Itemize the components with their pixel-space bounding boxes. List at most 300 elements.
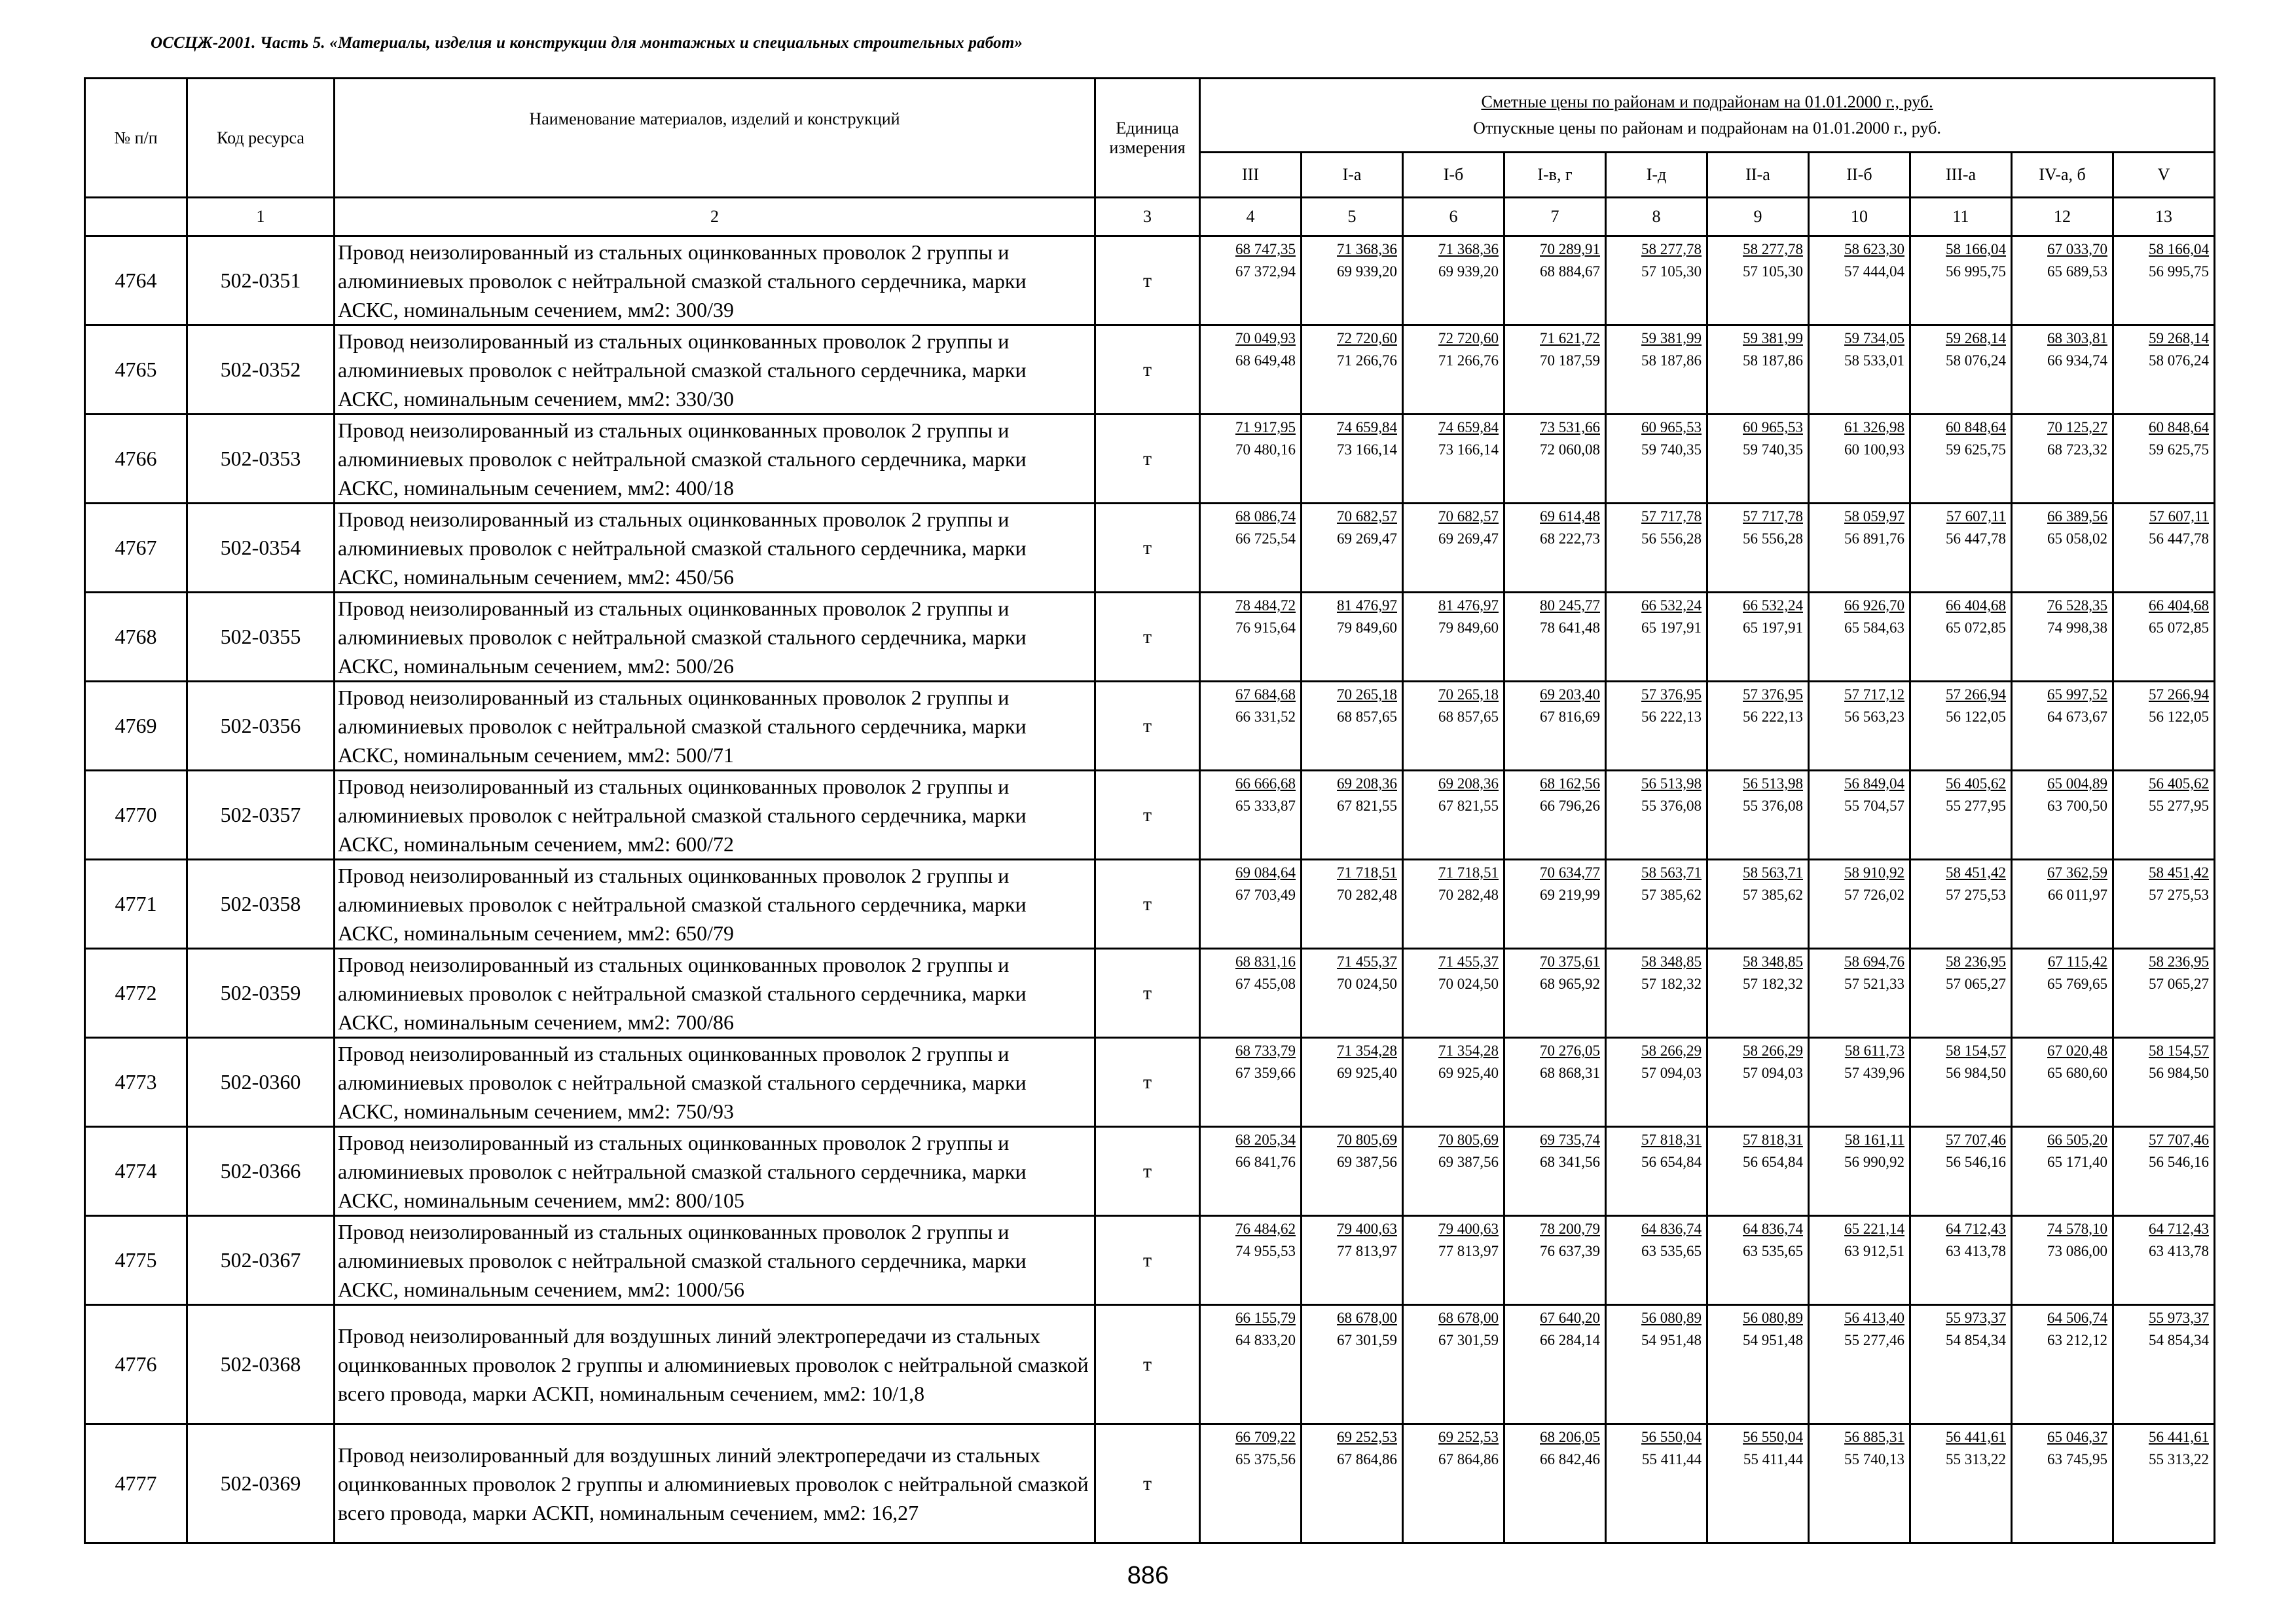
price-cell	[1200, 1038, 1302, 1127]
row-number: 4777	[85, 1424, 187, 1543]
price-cell	[1504, 415, 1606, 504]
price-cell	[1302, 236, 1403, 325]
release-price: 57 385,62	[1641, 887, 1702, 903]
release-price: 54 854,34	[2149, 1332, 2210, 1348]
release-price: 67 359,66	[1235, 1065, 1296, 1081]
release-price: 56 891,76	[1844, 530, 1904, 547]
column-number: 6	[1403, 198, 1504, 236]
estimated-price: 59 268,14	[1946, 330, 2006, 346]
resource-code: 502-0367	[187, 1216, 335, 1305]
table-row	[85, 325, 2215, 415]
release-price: 66 725,54	[1235, 530, 1296, 547]
release-price: 56 556,28	[1641, 530, 1702, 547]
release-price: 63 700,50	[2047, 798, 2107, 814]
price-cell	[1910, 1127, 2012, 1216]
table-row	[85, 1038, 2215, 1127]
estimated-price: 64 506,74	[2047, 1310, 2107, 1326]
estimated-price: 57 266,94	[2149, 686, 2210, 703]
unit: т	[1095, 236, 1200, 325]
price-cell	[1606, 949, 1707, 1038]
estimated-price: 71 917,95	[1235, 419, 1296, 435]
page-number: 886	[1127, 1562, 1169, 1589]
release-price: 66 796,26	[1540, 798, 1600, 814]
estimated-price: 67 033,70	[2047, 241, 2107, 257]
release-price: 70 024,50	[1438, 976, 1499, 992]
price-cell	[1504, 236, 1606, 325]
estimated-price: 81 476,97	[1337, 597, 1397, 614]
price-cell	[1606, 771, 1707, 860]
price-cell	[2012, 415, 2113, 504]
estimated-price: 79 400,63	[1337, 1221, 1397, 1237]
estimated-price: 57 607,11	[2149, 508, 2210, 525]
estimated-price: 58 563,71	[1641, 864, 1702, 881]
estimated-price: 65 004,89	[2047, 775, 2107, 792]
release-price: 72 060,08	[1540, 441, 1600, 458]
price-cell	[1707, 1216, 1809, 1305]
price-cell	[2012, 236, 2113, 325]
row-number: 4775	[85, 1216, 187, 1305]
price-cell	[1200, 236, 1302, 325]
column-number-empty	[85, 198, 187, 236]
price-cell	[1504, 1216, 1606, 1305]
estimated-price: 69 614,48	[1540, 508, 1600, 525]
release-price: 54 854,34	[1946, 1332, 2006, 1348]
release-price: 54 951,48	[1743, 1332, 1803, 1348]
estimated-price: 78 484,72	[1235, 597, 1296, 614]
material-name: Провод неизолированный из стальных оцинкованных проволок 2 группы и алюминиевых проволок с нейтральной смазкой стального сердечника, марки АСКС, номинальным сечением, мм2: 450/56	[335, 504, 1095, 593]
price-cell	[2012, 325, 2113, 415]
estimated-price: 68 678,00	[1438, 1310, 1499, 1326]
table-row	[85, 593, 2215, 682]
column-number: 7	[1504, 198, 1606, 236]
release-price: 65 689,53	[2047, 263, 2107, 280]
price-cell	[1809, 682, 1910, 771]
release-price: 57 275,53	[2149, 887, 2210, 903]
release-price: 67 864,86	[1438, 1451, 1499, 1467]
release-price: 65 680,60	[2047, 1065, 2107, 1081]
row-number: 4776	[85, 1305, 187, 1424]
release-price: 63 912,51	[1844, 1243, 1904, 1259]
estimated-price: 68 086,74	[1235, 508, 1296, 525]
price-cell	[1809, 325, 1910, 415]
price-cell	[1200, 1216, 1302, 1305]
release-price: 56 654,84	[1641, 1154, 1702, 1170]
price-cell	[2012, 1127, 2113, 1216]
header-region: III-а	[1910, 153, 2012, 198]
release-price: 74 955,53	[1235, 1243, 1296, 1259]
price-cell	[1200, 1305, 1302, 1424]
price-cell	[1910, 236, 2012, 325]
material-name: Провод неизолированный из стальных оцинкованных проволок 2 группы и алюминиевых проволок с нейтральной смазкой стального сердечника, марки АСКС, номинальным сечением, мм2: 400/18	[335, 415, 1095, 504]
price-cell	[1910, 1424, 2012, 1543]
estimated-price: 70 805,69	[1337, 1132, 1397, 1148]
release-price: 68 868,31	[1540, 1065, 1600, 1081]
release-price: 55 277,46	[1844, 1332, 1904, 1348]
release-price: 71 266,76	[1438, 352, 1499, 369]
release-price: 73 166,14	[1337, 441, 1397, 458]
release-price: 56 990,92	[1844, 1154, 1904, 1170]
estimated-price: 64 712,43	[1946, 1221, 2006, 1237]
price-cell	[1910, 1038, 2012, 1127]
price-cell	[2113, 504, 2215, 593]
estimated-price: 58 348,85	[1743, 953, 1803, 970]
material-name: Провод неизолированный для воздушных линий электропередачи из стальных оцинкованных проволок 2 группы и алюминиевых проволок с нейтральной смазкой всего провода, марки АСКП, номинальным сечением, мм2: 10/1,8	[335, 1305, 1095, 1424]
release-price: 56 984,50	[2149, 1065, 2210, 1081]
estimated-price: 56 080,89	[1743, 1310, 1803, 1326]
price-cell	[1707, 236, 1809, 325]
price-cell	[1707, 949, 1809, 1038]
row-number: 4767	[85, 504, 187, 593]
estimated-price: 68 162,56	[1540, 775, 1600, 792]
estimated-price: 80 245,77	[1540, 597, 1600, 614]
unit: т	[1095, 325, 1200, 415]
estimated-price: 68 206,05	[1540, 1429, 1600, 1445]
unit: т	[1095, 1038, 1200, 1127]
price-cell	[1910, 771, 2012, 860]
release-price: 67 816,69	[1540, 709, 1600, 725]
release-price: 76 915,64	[1235, 619, 1296, 636]
release-price: 57 094,03	[1743, 1065, 1803, 1081]
price-cell	[1606, 325, 1707, 415]
price-cell	[1302, 1038, 1403, 1127]
price-cell	[2012, 1038, 2113, 1127]
estimated-price: 64 836,74	[1743, 1221, 1803, 1237]
header-region: II-а	[1707, 153, 1809, 198]
release-price: 58 076,24	[1946, 352, 2006, 369]
price-cell	[1200, 860, 1302, 949]
price-cell	[2113, 1216, 2215, 1305]
release-price: 57 275,53	[1946, 887, 2006, 903]
table-row	[85, 1305, 2215, 1424]
release-price: 69 939,20	[1337, 263, 1397, 280]
price-cell	[1606, 1216, 1707, 1305]
price-cell	[1809, 236, 1910, 325]
price-cell	[1302, 771, 1403, 860]
estimated-price: 65 221,14	[1844, 1221, 1904, 1237]
release-price: 56 546,16	[2149, 1154, 2210, 1170]
estimated-price: 59 268,14	[2149, 330, 2210, 346]
estimated-price: 69 203,40	[1540, 686, 1600, 703]
estimated-price: 79 400,63	[1438, 1221, 1499, 1237]
price-cell	[1403, 1127, 1504, 1216]
price-cell	[1707, 682, 1809, 771]
resource-code: 502-0353	[187, 415, 335, 504]
release-price: 57 105,30	[1743, 263, 1803, 280]
header-code: Код ресурса	[187, 79, 335, 198]
estimated-price: 66 389,56	[2047, 508, 2107, 525]
unit: т	[1095, 860, 1200, 949]
estimated-price: 58 166,04	[1946, 241, 2006, 257]
resource-code: 502-0355	[187, 593, 335, 682]
estimated-price: 55 973,37	[2149, 1310, 2210, 1326]
estimated-price: 58 277,78	[1641, 241, 1702, 257]
row-number: 4766	[85, 415, 187, 504]
estimated-price: 66 155,79	[1235, 1310, 1296, 1326]
estimated-price: 66 532,24	[1743, 597, 1803, 614]
price-cell	[1302, 1424, 1403, 1543]
estimated-price: 70 682,57	[1337, 508, 1397, 525]
table-row	[85, 1216, 2215, 1305]
release-price: 65 769,65	[2047, 976, 2107, 992]
column-number: 1	[187, 198, 335, 236]
row-number: 4770	[85, 771, 187, 860]
column-number: 9	[1707, 198, 1809, 236]
material-name: Провод неизолированный из стальных оцинкованных проволок 2 группы и алюминиевых проволок с нейтральной смазкой стального сердечника, марки АСКС, номинальным сечением, мм2: 500/71	[335, 682, 1095, 771]
price-cell	[1809, 504, 1910, 593]
header-region: IV-а, б	[2012, 153, 2113, 198]
price-cell	[1302, 1127, 1403, 1216]
estimated-price: 69 735,74	[1540, 1132, 1600, 1148]
release-price: 56 984,50	[1946, 1065, 2006, 1081]
price-cell	[1302, 682, 1403, 771]
estimated-price: 66 926,70	[1844, 597, 1904, 614]
price-cell	[1606, 593, 1707, 682]
price-cell	[1707, 415, 1809, 504]
estimated-price: 71 368,36	[1337, 241, 1397, 257]
estimated-price: 57 818,31	[1743, 1132, 1803, 1148]
header-region: I-а	[1302, 153, 1403, 198]
price-cell	[1504, 1305, 1606, 1424]
material-name: Провод неизолированный из стальных оцинкованных проволок 2 группы и алюминиевых проволок с нейтральной смазкой стального сердечника, марки АСКС, номинальным сечением, мм2: 750/93	[335, 1038, 1095, 1127]
price-cell	[1910, 415, 2012, 504]
estimated-price: 56 405,62	[1946, 775, 2006, 792]
release-price: 69 269,47	[1438, 530, 1499, 547]
price-cell	[2012, 860, 2113, 949]
release-price: 58 187,86	[1641, 352, 1702, 369]
release-price: 70 024,50	[1337, 976, 1397, 992]
release-price: 67 703,49	[1235, 887, 1296, 903]
price-cell	[2113, 325, 2215, 415]
header-region: V	[2113, 153, 2215, 198]
price-cell	[1606, 1424, 1707, 1543]
release-price: 69 219,99	[1540, 887, 1600, 903]
release-price: 69 925,40	[1438, 1065, 1499, 1081]
price-cell	[1200, 415, 1302, 504]
release-price: 57 444,04	[1844, 263, 1904, 280]
release-price: 66 842,46	[1540, 1451, 1600, 1467]
column-number: 3	[1095, 198, 1200, 236]
release-price: 69 387,56	[1337, 1154, 1397, 1170]
price-cell	[1910, 860, 2012, 949]
header-region: II-б	[1809, 153, 1910, 198]
resource-code: 502-0360	[187, 1038, 335, 1127]
release-price: 55 740,13	[1844, 1451, 1904, 1467]
estimated-price: 73 531,66	[1540, 419, 1600, 435]
release-price: 66 934,74	[2047, 352, 2107, 369]
price-cell	[2113, 415, 2215, 504]
estimated-price: 58 161,11	[1844, 1132, 1904, 1148]
release-price: 79 849,60	[1337, 619, 1397, 636]
estimated-price: 60 965,53	[1641, 419, 1702, 435]
release-price: 55 313,22	[1946, 1451, 2006, 1467]
table-row	[85, 771, 2215, 860]
release-price: 55 411,44	[1641, 1451, 1702, 1467]
estimated-price: 57 707,46	[1946, 1132, 2006, 1148]
price-cell	[1403, 415, 1504, 504]
estimated-price: 68 205,34	[1235, 1132, 1296, 1148]
estimated-price: 69 252,53	[1438, 1429, 1499, 1445]
estimated-price: 57 376,95	[1743, 686, 1803, 703]
unit: т	[1095, 949, 1200, 1038]
release-price: 63 745,95	[2047, 1451, 2107, 1467]
price-cell	[1606, 1127, 1707, 1216]
estimated-price: 64 836,74	[1641, 1221, 1702, 1237]
release-price: 70 282,48	[1337, 887, 1397, 903]
estimated-price: 56 513,98	[1641, 775, 1702, 792]
estimated-price: 65 997,52	[2047, 686, 2107, 703]
estimated-price: 71 718,51	[1438, 864, 1499, 881]
price-cell	[2113, 1305, 2215, 1424]
estimated-price: 70 289,91	[1540, 241, 1600, 257]
estimated-price: 70 049,93	[1235, 330, 1296, 346]
release-price: 65 072,85	[1946, 619, 2006, 636]
estimated-price: 71 455,37	[1337, 953, 1397, 970]
resource-code: 502-0351	[187, 236, 335, 325]
release-price: 77 813,97	[1337, 1243, 1397, 1259]
estimated-price: 56 550,04	[1743, 1429, 1803, 1445]
estimated-price: 55 973,37	[1946, 1310, 2006, 1326]
price-cell	[1707, 1127, 1809, 1216]
price-cell	[1302, 593, 1403, 682]
estimated-price: 56 441,61	[2149, 1429, 2210, 1445]
price-cell	[2113, 593, 2215, 682]
estimated-price: 58 694,76	[1844, 953, 1904, 970]
release-price: 66 011,97	[2047, 887, 2107, 903]
release-price: 69 387,56	[1438, 1154, 1499, 1170]
material-name: Провод неизолированный из стальных оцинкованных проволок 2 группы и алюминиевых проволок с нейтральной смазкой стального сердечника, марки АСКС, номинальным сечением, мм2: 330/30	[335, 325, 1095, 415]
price-cell	[1707, 771, 1809, 860]
price-cell	[1302, 325, 1403, 415]
estimated-price: 67 020,48	[2047, 1043, 2107, 1059]
release-price: 63 535,65	[1743, 1243, 1803, 1259]
release-price: 56 122,05	[2149, 709, 2210, 725]
column-number: 11	[1910, 198, 2012, 236]
estimated-price: 71 354,28	[1337, 1043, 1397, 1059]
release-price: 58 076,24	[2149, 352, 2210, 369]
column-number-row	[85, 198, 2215, 236]
price-cell	[1403, 1038, 1504, 1127]
header-prices-release: Отпускные цены по районам и подрайонам на 01.01.2000 г., руб.	[1473, 119, 1941, 138]
unit: т	[1095, 1305, 1200, 1424]
column-number: 8	[1606, 198, 1707, 236]
release-price: 73 166,14	[1438, 441, 1499, 458]
price-cell	[1504, 504, 1606, 593]
release-price: 55 376,08	[1641, 798, 1702, 814]
price-cell	[1504, 325, 1606, 415]
estimated-price: 68 303,81	[2047, 330, 2107, 346]
release-price: 70 282,48	[1438, 887, 1499, 903]
material-name: Провод неизолированный из стальных оцинкованных проволок 2 группы и алюминиевых проволок с нейтральной смазкой стального сердечника, марки АСКС, номинальным сечением, мм2: 800/105	[335, 1127, 1095, 1216]
estimated-price: 70 125,27	[2047, 419, 2107, 435]
price-cell	[1403, 325, 1504, 415]
price-cell	[1403, 771, 1504, 860]
estimated-price: 67 362,59	[2047, 864, 2107, 881]
table-row	[85, 949, 2215, 1038]
price-cell	[1910, 682, 2012, 771]
release-price: 79 849,60	[1438, 619, 1499, 636]
price-cell	[1403, 593, 1504, 682]
price-cell	[1403, 949, 1504, 1038]
release-price: 77 813,97	[1438, 1243, 1499, 1259]
resource-code: 502-0357	[187, 771, 335, 860]
row-number: 4771	[85, 860, 187, 949]
release-price: 54 951,48	[1641, 1332, 1702, 1348]
price-cell	[1606, 682, 1707, 771]
release-price: 65 072,85	[2149, 619, 2210, 636]
header-prices-estimated: Сметные цены по районам и подрайонам на 01.01.2000 г., руб.	[1481, 92, 1933, 111]
table-row	[85, 1424, 2215, 1543]
release-price: 67 821,55	[1337, 798, 1397, 814]
column-number: 2	[335, 198, 1095, 236]
price-cell	[2012, 1216, 2113, 1305]
release-price: 67 455,08	[1235, 976, 1296, 992]
estimated-price: 58 277,78	[1743, 241, 1803, 257]
price-cell	[1910, 1305, 2012, 1424]
estimated-price: 70 276,05	[1540, 1043, 1600, 1059]
estimated-price: 56 885,31	[1844, 1429, 1904, 1445]
price-cell	[1809, 1038, 1910, 1127]
price-cell	[1403, 1424, 1504, 1543]
estimated-price: 68 678,00	[1337, 1310, 1397, 1326]
resource-code: 502-0352	[187, 325, 335, 415]
release-price: 65 333,87	[1235, 798, 1296, 814]
price-table	[84, 77, 2215, 1544]
estimated-price: 69 084,64	[1235, 864, 1296, 881]
resource-code: 502-0369	[187, 1424, 335, 1543]
release-price: 68 723,32	[2047, 441, 2107, 458]
price-cell	[1809, 949, 1910, 1038]
resource-code: 502-0359	[187, 949, 335, 1038]
price-cell	[1606, 1305, 1707, 1424]
unit: т	[1095, 1424, 1200, 1543]
price-cell	[1707, 325, 1809, 415]
price-cell	[1606, 504, 1707, 593]
estimated-price: 71 718,51	[1337, 864, 1397, 881]
release-price: 63 413,78	[1946, 1243, 2006, 1259]
estimated-price: 71 368,36	[1438, 241, 1499, 257]
resource-code: 502-0358	[187, 860, 335, 949]
release-price: 70 480,16	[1235, 441, 1296, 458]
price-cell	[1809, 1216, 1910, 1305]
row-number: 4772	[85, 949, 187, 1038]
release-price: 57 182,32	[1641, 976, 1702, 992]
price-cell	[1606, 1038, 1707, 1127]
unit: т	[1095, 682, 1200, 771]
release-price: 55 411,44	[1743, 1451, 1803, 1467]
estimated-price: 69 208,36	[1337, 775, 1397, 792]
release-price: 59 625,75	[2149, 441, 2210, 458]
price-cell	[2012, 682, 2113, 771]
table-row	[85, 682, 2215, 771]
estimated-price: 72 720,60	[1438, 330, 1499, 346]
estimated-price: 58 348,85	[1641, 953, 1702, 970]
release-price: 74 998,38	[2047, 619, 2107, 636]
release-price: 57 182,32	[1743, 976, 1803, 992]
row-number: 4764	[85, 236, 187, 325]
header-region: I-в, г	[1504, 153, 1606, 198]
estimated-price: 58 611,73	[1844, 1043, 1904, 1059]
estimated-price: 56 413,40	[1844, 1310, 1904, 1326]
price-cell	[1606, 415, 1707, 504]
estimated-price: 66 709,22	[1235, 1429, 1296, 1445]
price-cell	[1504, 771, 1606, 860]
release-price: 64 673,67	[2047, 709, 2107, 725]
material-name: Провод неизолированный из стальных оцинкованных проволок 2 группы и алюминиевых проволок с нейтральной смазкой стального сердечника, марки АСКС, номинальным сечением, мм2: 1000/56	[335, 1216, 1095, 1305]
estimated-price: 74 659,84	[1438, 419, 1499, 435]
estimated-price: 70 265,18	[1337, 686, 1397, 703]
price-cell	[1504, 682, 1606, 771]
estimated-price: 61 326,98	[1844, 419, 1904, 435]
